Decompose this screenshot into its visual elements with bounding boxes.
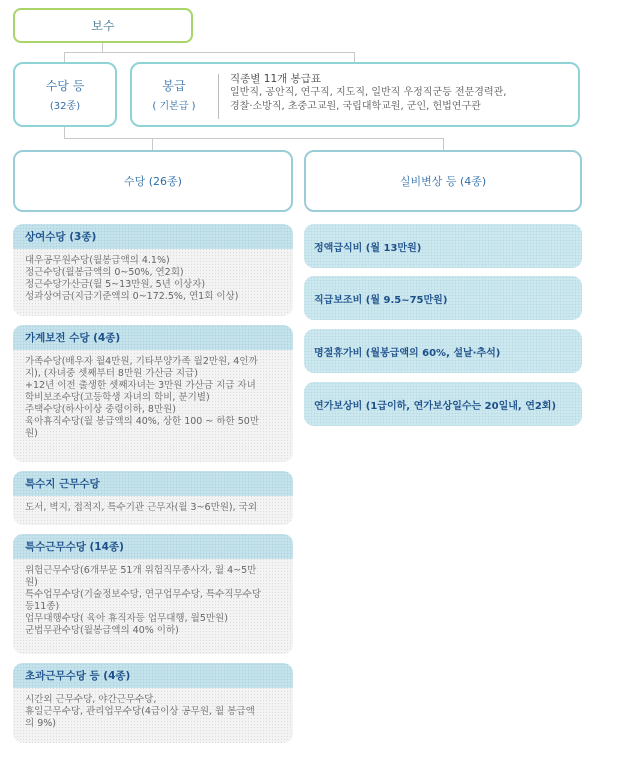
allowance-main-label: 수당 (26종) [124, 175, 182, 188]
salary-line: 일반직, 공안직, 연구직, 지도직, 일반직 우정직군등 전문경력관, [230, 87, 507, 98]
expense-panel-leave [304, 382, 582, 426]
salary-node [130, 62, 580, 127]
allowance-panel-remote [13, 471, 293, 525]
allowance-panel-family [13, 325, 293, 462]
panel-line: 등11종) [25, 601, 60, 612]
panel-title: 상여수당 (3종) [13, 224, 293, 249]
panel-line: 학비보조수당(고등학생 자녀의 학비, 분기별) [25, 392, 210, 403]
panel-line: 육아휴직수당(월 봉급액의 40%, 상한 100 ~ 하한 50만 [25, 416, 259, 427]
panel-body [13, 688, 293, 730]
panel-line: 원) [25, 428, 38, 439]
panel-line: 도서, 벽지, 접적지, 특수기관 근무자(월 3~6만원), 국외 [25, 502, 258, 513]
panel-body [13, 350, 293, 440]
salary-title: 봉급 [162, 79, 186, 93]
allowance-panel-overtime [13, 663, 293, 743]
expense-label: 연가보상비 (1급이하, 연가보상일수는 20일내, 연2회) [314, 400, 557, 412]
root-label: 보수 [91, 19, 115, 33]
panel-title: 초과근무수당 등 (4종) [13, 663, 293, 688]
allowance-node [13, 62, 117, 127]
panel-line: 주택수당(하사이상 중령이하, 8만원) [25, 404, 176, 415]
root-node [13, 8, 193, 43]
panel-line: 휴일근무수당, 관리업무수당(4급이상 공무원, 월 봉급액 [25, 706, 255, 717]
salary-detail [230, 72, 506, 114]
panel-title: 가계보전 수당 (4종) [13, 325, 293, 350]
panel-line: 정근수당가산금(월 5~13만원, 5년 이상자) [25, 279, 206, 290]
expense-main-node [304, 150, 582, 212]
panel-line: 군법무관수당(월봉급액의 40% 이하) [25, 625, 179, 636]
panel-line: 의 9%) [25, 718, 56, 729]
panel-title: 특수근무수당 (14종) [13, 534, 293, 559]
panel-body [13, 496, 293, 514]
connector-line [152, 138, 153, 150]
panel-line: 위험근무수당(6개부문 51개 위험직무종사자, 월 4~5만 [25, 565, 257, 576]
allowance-panel-special [13, 534, 293, 654]
panel-line: 시간외 근무수당, 야간근무수당, [25, 694, 157, 705]
panel-line: 대우공무원수당(월봉급액의 4.1%) [25, 255, 170, 266]
panel-line: 원) [25, 577, 38, 588]
connector-line [354, 52, 355, 62]
connector-line [64, 127, 65, 138]
panel-line: 지), (자녀중 셋째부터 8만원 가산금 지급) [25, 368, 198, 379]
connector-line [64, 52, 65, 62]
panel-line: 성과상여금(지급기준액의 0~172.5%, 연1회 이상) [25, 291, 239, 302]
expense-label: 직급보조비 (월 9.5~75만원) [314, 294, 448, 306]
panel-line: 정근수당(월봉급액의 0~50%, 연2회) [25, 267, 184, 278]
panel-body [13, 559, 293, 637]
connector-line [64, 52, 355, 53]
expense-panel-rank [304, 276, 582, 320]
connector-line [443, 138, 444, 150]
expense-panel-holiday [304, 329, 582, 373]
salary-line: 경찰·소방직, 초중고교원, 국립대학교원, 군인, 헌법연구관 [230, 101, 481, 112]
panel-line: +12년 이전 출생한 셋째자녀는 3만원 가산금 지급 자녀 [25, 380, 256, 391]
connector-line [64, 138, 444, 139]
panel-body [13, 249, 293, 303]
allowance-title: 수당 등 [45, 79, 85, 93]
divider [218, 74, 219, 119]
salary-label [132, 64, 216, 125]
panel-line: 업무대행수당( 육아 휴직자등 업무대행, 월5만원) [25, 613, 228, 624]
panel-title: 특수지 근무수당 [13, 471, 293, 496]
salary-heading: 직종별 11개 봉급표 [230, 73, 322, 85]
allowance-panel-bonus [13, 224, 293, 316]
panel-line: 특수업무수당(기술정보수당, 연구업무수당, 특수직무수당 [25, 589, 262, 600]
salary-sub: ( 기본급 ) [152, 101, 196, 112]
expense-panel-meal [304, 224, 582, 268]
expense-label: 명절휴가비 (월봉급액의 60%, 설날·추석) [314, 347, 501, 359]
allowance-sub: (32종) [49, 101, 81, 112]
allowance-main-node [13, 150, 293, 212]
expense-label: 정액급식비 (월 13만원) [314, 242, 422, 254]
expense-main-label: 실비변상 등 (4종) [399, 175, 487, 188]
panel-line: 가족수당(배우자 월4만원, 기타부양가족 월2만원, 4인까 [25, 356, 258, 367]
